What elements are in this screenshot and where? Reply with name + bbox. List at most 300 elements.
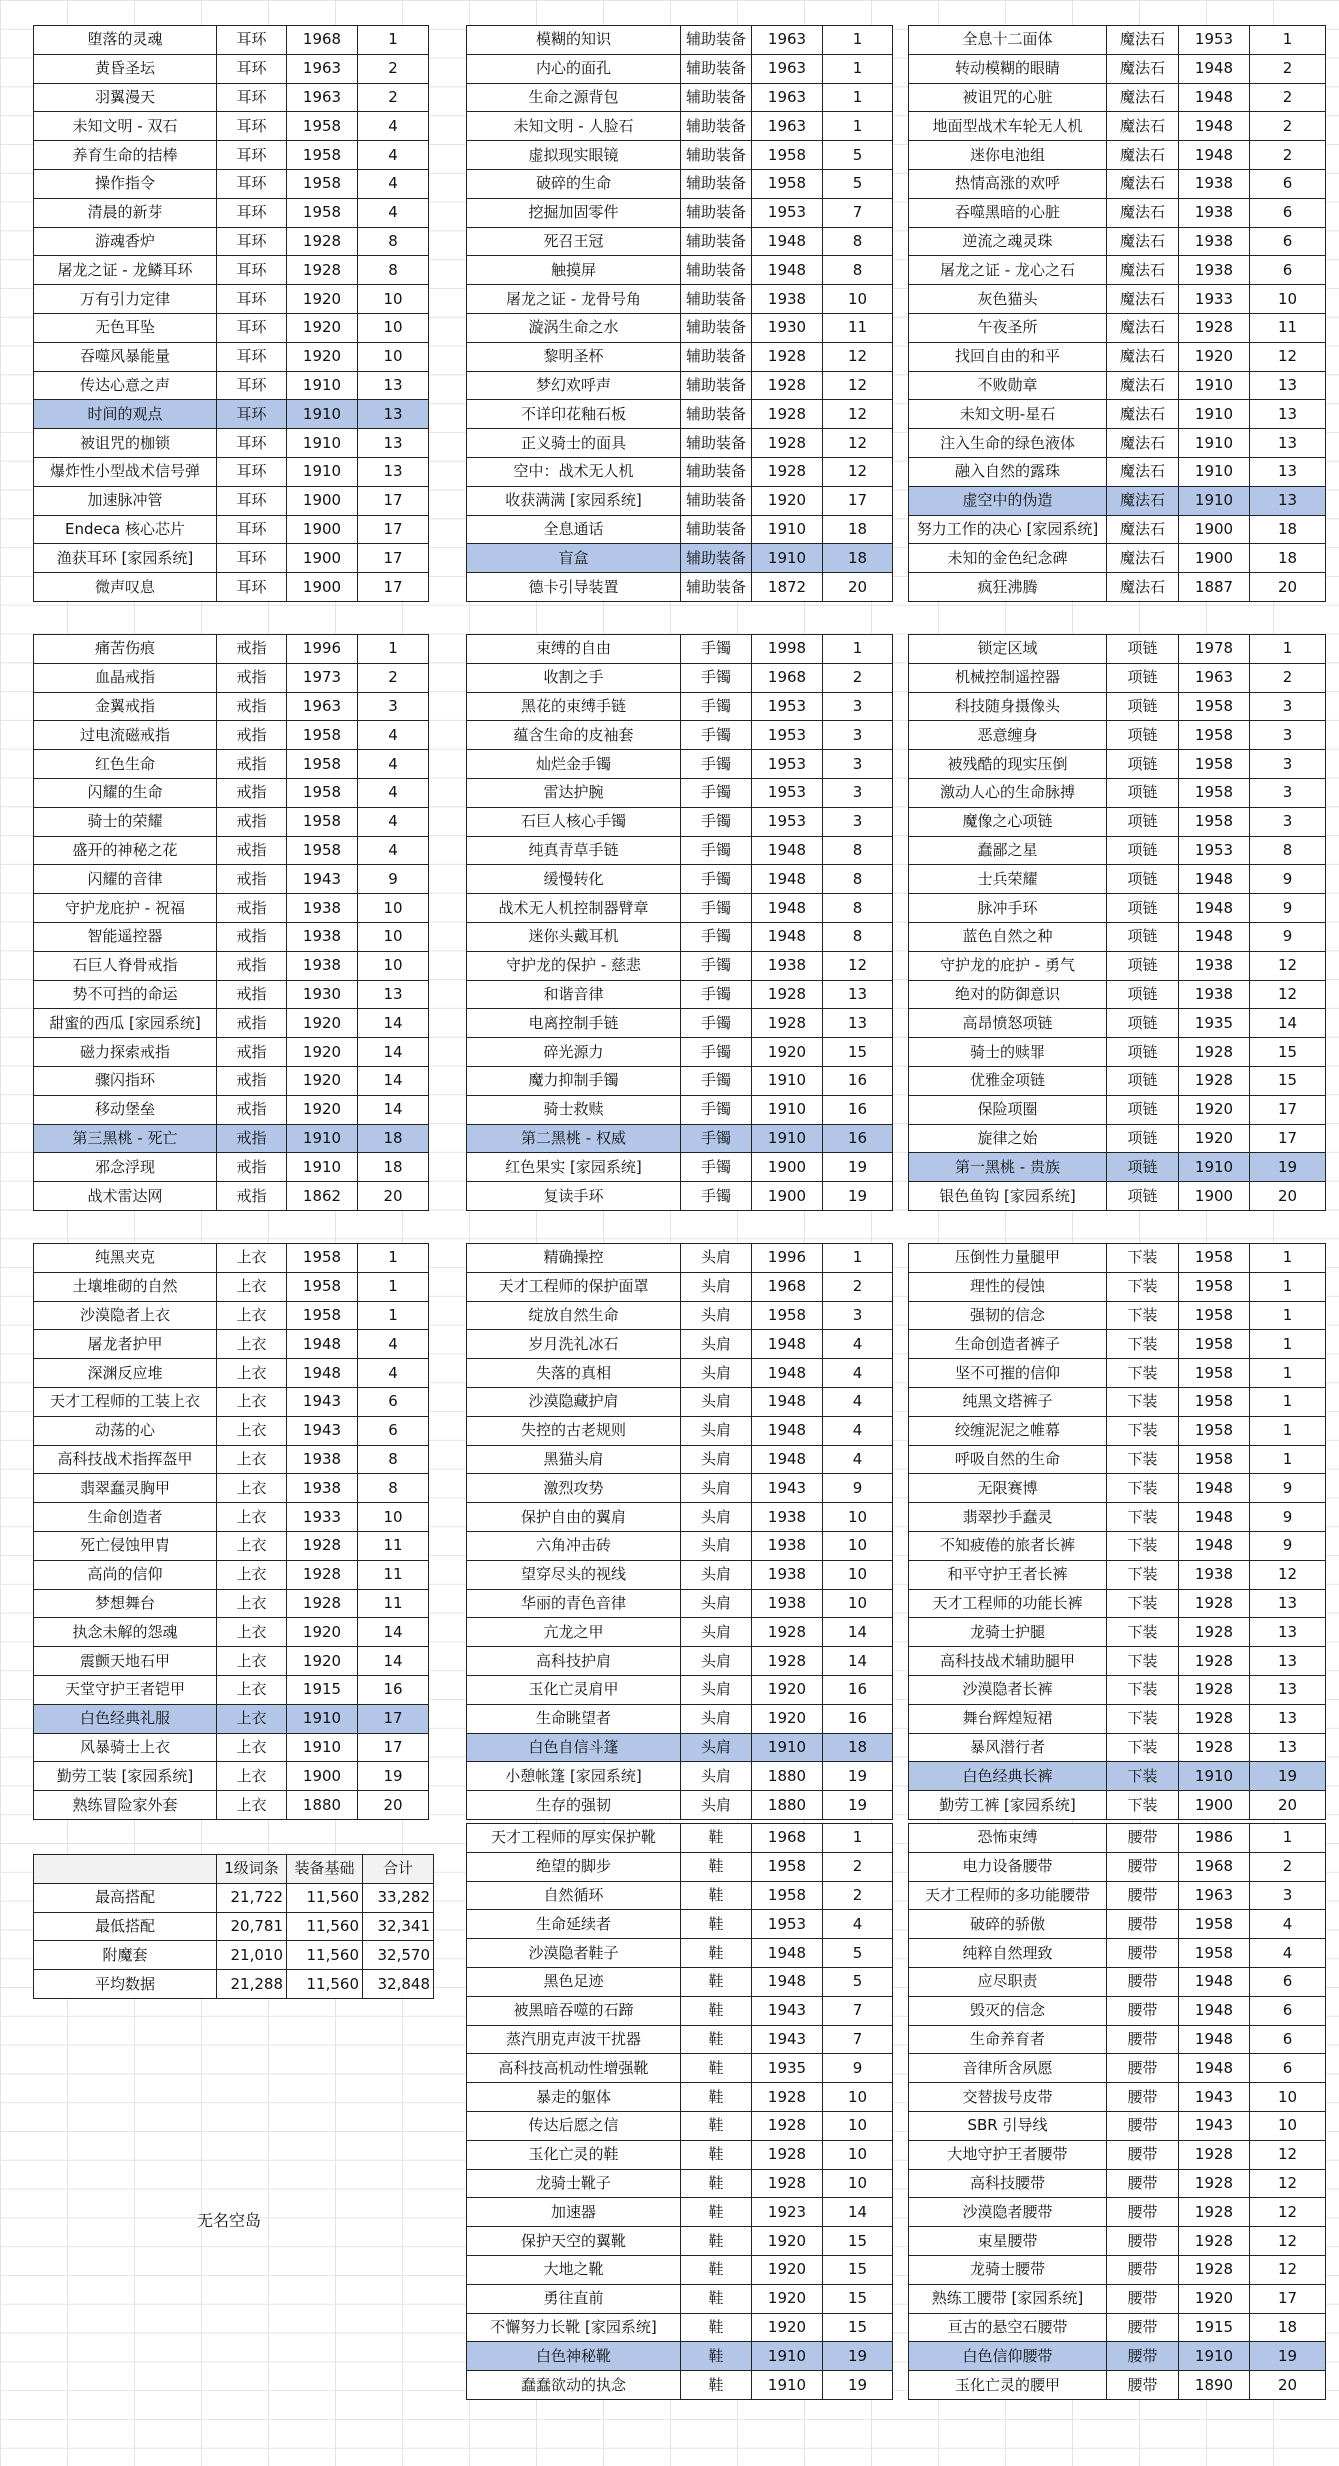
item-score-cell: 1948 — [1179, 865, 1250, 894]
item-rank-cell: 6 — [1250, 169, 1326, 198]
item-slot-cell: 下装 — [1107, 1791, 1179, 1820]
item-name-cell: 屠龙之证 - 龙鳞耳环 — [34, 256, 217, 285]
item-score-cell: 1938 — [287, 922, 358, 951]
item-score-cell: 1900 — [752, 1182, 823, 1211]
item-score-cell: 1948 — [752, 1330, 823, 1359]
table-row — [909, 1095, 1326, 1124]
item-score-cell: 1938 — [752, 1503, 823, 1532]
table-row — [34, 1589, 429, 1618]
item-slot-cell: 下装 — [1107, 1445, 1179, 1474]
item-rank-cell: 2 — [823, 1272, 893, 1301]
item-slot-cell: 鞋 — [681, 2227, 752, 2256]
item-slot-cell: 下装 — [1107, 1762, 1179, 1791]
item-score-cell: 1928 — [752, 429, 823, 458]
item-slot-cell: 辅助装备 — [681, 169, 752, 198]
table-row — [909, 1910, 1326, 1939]
item-slot-cell: 耳环 — [217, 112, 287, 141]
item-name-cell: 内心的面孔 — [467, 54, 681, 83]
item-score-cell: 1910 — [1179, 1762, 1250, 1791]
item-score-cell: 1948 — [1179, 1996, 1250, 2025]
item-score-cell: 1953 — [1179, 26, 1250, 55]
item-name-cell: 虚拟现实眼镜 — [467, 141, 681, 170]
item-name-cell: 电离控制手链 — [467, 1009, 681, 1038]
item-score-cell: 1928 — [752, 2111, 823, 2140]
item-slot-cell: 手镯 — [681, 635, 752, 664]
table-row — [34, 663, 429, 692]
item-rank-cell: 13 — [1250, 371, 1326, 400]
item-score-cell: 1958 — [287, 1244, 358, 1273]
table-row — [909, 371, 1326, 400]
item-slot-cell: 辅助装备 — [681, 256, 752, 285]
table-row — [909, 750, 1326, 779]
item-name-cell: 天才工程师的工装上衣 — [34, 1387, 217, 1416]
table-row — [34, 1153, 429, 1182]
item-score-cell: 1963 — [752, 83, 823, 112]
item-name-cell: 绝望的脚步 — [467, 1852, 681, 1881]
item-slot-cell: 戒指 — [217, 836, 287, 865]
item-score-cell: 1920 — [752, 2313, 823, 2342]
item-name-cell: 红色生命 — [34, 750, 217, 779]
item-name-cell: 小憩帐篷 [家园系统] — [467, 1762, 681, 1791]
item-score-cell: 1958 — [1179, 1939, 1250, 1968]
item-rank-cell: 8 — [823, 894, 893, 923]
table-row — [34, 54, 429, 83]
item-name-cell: 无色耳坠 — [34, 313, 217, 342]
item-slot-cell: 戒指 — [217, 1066, 287, 1095]
item-slot-cell: 腰带 — [1107, 2169, 1179, 2198]
item-score-cell: 1928 — [752, 2169, 823, 2198]
item-rank-cell: 18 — [1250, 544, 1326, 573]
item-rank-cell: 17 — [358, 544, 429, 573]
item-name-cell: 玉化亡灵的鞋 — [467, 2140, 681, 2169]
item-name-cell: 骑士的赎罪 — [909, 1038, 1107, 1067]
item-score-cell: 1920 — [1179, 1095, 1250, 1124]
item-slot-cell: 上衣 — [217, 1560, 287, 1589]
table-row — [909, 692, 1326, 721]
table-row — [467, 198, 893, 227]
item-rank-cell: 8 — [823, 865, 893, 894]
item-slot-cell: 耳环 — [217, 198, 287, 227]
item-name-cell: 熟练工腰带 [家园系统] — [909, 2284, 1107, 2313]
item-name-cell: 盛开的神秘之花 — [34, 836, 217, 865]
item-rank-cell: 18 — [823, 515, 893, 544]
item-slot-cell: 头肩 — [681, 1589, 752, 1618]
table-row — [34, 342, 429, 371]
item-score-cell: 1958 — [1179, 1330, 1250, 1359]
item-score-cell: 1958 — [287, 750, 358, 779]
item-score-cell: 1900 — [752, 1153, 823, 1182]
item-rank-cell: 10 — [823, 1503, 893, 1532]
item-score-cell: 1958 — [1179, 1359, 1250, 1388]
item-name-cell: 骑士救赎 — [467, 1095, 681, 1124]
item-name-cell: 强韧的信念 — [909, 1301, 1107, 1330]
table-row — [467, 342, 893, 371]
item-name-cell: 脉冲手环 — [909, 894, 1107, 923]
item-rank-cell: 7 — [823, 2025, 893, 2054]
item-slot-cell: 戒指 — [217, 1182, 287, 1211]
item-score-cell: 1948 — [287, 1359, 358, 1388]
item-score-cell: 1998 — [752, 635, 823, 664]
item-slot-cell: 魔法石 — [1107, 457, 1179, 486]
item-name-cell: 热情高涨的欢呼 — [909, 169, 1107, 198]
item-score-cell: 1948 — [1179, 1531, 1250, 1560]
item-slot-cell: 下装 — [1107, 1531, 1179, 1560]
item-slot-cell: 项链 — [1107, 807, 1179, 836]
item-name-cell: 被残酷的现实压倒 — [909, 750, 1107, 779]
item-slot-cell: 项链 — [1107, 1124, 1179, 1153]
table-row — [909, 663, 1326, 692]
table-row — [467, 1910, 893, 1939]
item-name-cell: 战术无人机控制器臂章 — [467, 894, 681, 923]
item-score-cell: 1900 — [1179, 515, 1250, 544]
item-rank-cell: 19 — [1250, 1762, 1326, 1791]
item-name-cell: 守护龙的保护 - 慈悲 — [467, 951, 681, 980]
item-rank-cell: 13 — [1250, 1675, 1326, 1704]
item-slot-cell: 头肩 — [681, 1474, 752, 1503]
item-rank-cell: 18 — [358, 1153, 429, 1182]
item-score-cell: 1880 — [287, 1791, 358, 1820]
item-score-cell: 1953 — [752, 807, 823, 836]
item-rank-cell: 9 — [1250, 1531, 1326, 1560]
item-score-cell: 1900 — [287, 1762, 358, 1791]
item-rank-cell: 10 — [823, 1560, 893, 1589]
item-name-cell: 破碎的骄傲 — [909, 1910, 1107, 1939]
item-name-cell: 生命之源背包 — [467, 83, 681, 112]
item-name-cell: 深渊反应堆 — [34, 1359, 217, 1388]
table-row — [909, 1244, 1326, 1273]
item-rank-cell: 4 — [358, 141, 429, 170]
item-score-cell: 1900 — [1179, 544, 1250, 573]
item-name-cell: 黑色足迹 — [467, 1967, 681, 1996]
item-name-cell: 雷达护腕 — [467, 778, 681, 807]
item-score-cell: 1948 — [1179, 1503, 1250, 1532]
table-row — [909, 1124, 1326, 1153]
item-name-cell: 死亡侵蚀甲胄 — [34, 1531, 217, 1560]
table-row — [467, 371, 893, 400]
item-name-cell: 天才工程师的保护面罩 — [467, 1272, 681, 1301]
item-slot-cell: 头肩 — [681, 1330, 752, 1359]
table-row — [909, 1272, 1326, 1301]
item-rank-cell: 3 — [823, 721, 893, 750]
item-slot-cell: 手镯 — [681, 750, 752, 779]
item-slot-cell: 腰带 — [1107, 2198, 1179, 2227]
item-name-cell: 沙漠隐藏护肩 — [467, 1387, 681, 1416]
table-row — [909, 778, 1326, 807]
item-score-cell: 1948 — [752, 1967, 823, 1996]
item-score-cell: 1910 — [1179, 371, 1250, 400]
item-slot-cell: 头肩 — [681, 1618, 752, 1647]
item-score-cell: 1920 — [287, 1618, 358, 1647]
item-score-cell: 1887 — [1179, 573, 1250, 602]
item-score-cell: 1920 — [287, 313, 358, 342]
item-name-cell: 迷你头戴耳机 — [467, 922, 681, 951]
item-rank-cell: 5 — [823, 1967, 893, 1996]
item-name-cell: 加速脉冲管 — [34, 486, 217, 515]
item-rank-cell: 2 — [1250, 663, 1326, 692]
item-name-cell: 正义骑士的面具 — [467, 429, 681, 458]
table-row — [909, 26, 1326, 55]
item-slot-cell: 魔法石 — [1107, 400, 1179, 429]
table-row — [909, 486, 1326, 515]
table-row — [467, 663, 893, 692]
table-row — [467, 112, 893, 141]
item-score-cell: 1958 — [752, 1301, 823, 1330]
item-rank-cell: 17 — [1250, 1124, 1326, 1153]
item-score-cell: 1958 — [287, 112, 358, 141]
item-rank-cell: 13 — [358, 980, 429, 1009]
item-name-cell: 黑花的束缚手链 — [467, 692, 681, 721]
item-name-cell: 熟练冒险家外套 — [34, 1791, 217, 1820]
item-name-cell: 纯黑文塔裤子 — [909, 1387, 1107, 1416]
table-row — [909, 1618, 1326, 1647]
table-row — [467, 2371, 893, 2400]
item-slot-cell: 辅助装备 — [681, 26, 752, 55]
item-name-cell: 黎明圣杯 — [467, 342, 681, 371]
item-slot-cell: 魔法石 — [1107, 141, 1179, 170]
item-score-cell: 1938 — [287, 951, 358, 980]
table-row — [467, 836, 893, 865]
table-row — [467, 721, 893, 750]
item-name-cell: 震颤天地石甲 — [34, 1647, 217, 1676]
table-row — [909, 2025, 1326, 2054]
item-name-cell: 死召王冠 — [467, 227, 681, 256]
item-score-cell: 1928 — [1179, 1589, 1250, 1618]
table-row — [467, 515, 893, 544]
item-rank-cell: 10 — [823, 2083, 893, 2112]
item-slot-cell: 鞋 — [681, 1967, 752, 1996]
item-score-cell: 1910 — [752, 1066, 823, 1095]
item-score-cell: 1930 — [752, 313, 823, 342]
item-slot-cell: 辅助装备 — [681, 83, 752, 112]
item-name-cell: 挖掘加固零件 — [467, 198, 681, 227]
item-slot-cell: 戒指 — [217, 980, 287, 1009]
item-rank-cell: 3 — [823, 807, 893, 836]
table-row — [34, 544, 429, 573]
item-rank-cell: 12 — [823, 457, 893, 486]
item-rank-cell: 1 — [358, 635, 429, 664]
item-slot-cell: 下装 — [1107, 1560, 1179, 1589]
item-slot-cell: 下装 — [1107, 1675, 1179, 1704]
item-name-cell: 理性的侵蚀 — [909, 1272, 1107, 1301]
table-row — [34, 1387, 429, 1416]
item-slot-cell: 耳环 — [217, 227, 287, 256]
item-rank-cell: 1 — [1250, 1244, 1326, 1273]
item-slot-cell: 项链 — [1107, 1182, 1179, 1211]
table-row — [909, 865, 1326, 894]
item-rank-cell: 10 — [358, 922, 429, 951]
item-name-cell: 操作指令 — [34, 169, 217, 198]
item-score-cell: 1910 — [287, 400, 358, 429]
item-slot-cell: 戒指 — [217, 951, 287, 980]
item-name-cell: 邪念浮现 — [34, 1153, 217, 1182]
table-row — [467, 1095, 893, 1124]
item-slot-cell: 上衣 — [217, 1359, 287, 1388]
item-rank-cell: 19 — [823, 1762, 893, 1791]
item-rank-cell: 2 — [1250, 1852, 1326, 1881]
table-row — [909, 54, 1326, 83]
item-rank-cell: 19 — [823, 2342, 893, 2371]
item-slot-cell: 耳环 — [217, 256, 287, 285]
item-slot-cell: 腰带 — [1107, 1881, 1179, 1910]
item-name-cell: 生命眺望者 — [467, 1704, 681, 1733]
item-score-cell: 1928 — [1179, 2227, 1250, 2256]
table-row — [467, 1474, 893, 1503]
item-score-cell: 1943 — [1179, 2083, 1250, 2112]
item-slot-cell: 戒指 — [217, 1095, 287, 1124]
table-row — [34, 83, 429, 112]
item-score-cell: 1948 — [1179, 894, 1250, 923]
item-score-cell: 1958 — [1179, 1910, 1250, 1939]
item-rank-cell: 12 — [1250, 342, 1326, 371]
item-score-cell: 1953 — [752, 1910, 823, 1939]
table-row — [909, 342, 1326, 371]
item-name-cell: 龙骑士靴子 — [467, 2169, 681, 2198]
item-rank-cell: 10 — [823, 285, 893, 314]
table-row — [467, 2342, 893, 2371]
item-name-cell: 旋律之始 — [909, 1124, 1107, 1153]
item-slot-cell: 项链 — [1107, 865, 1179, 894]
table-row — [34, 1095, 429, 1124]
table-row — [467, 1359, 893, 1388]
item-name-cell: 动荡的心 — [34, 1416, 217, 1445]
item-rank-cell: 10 — [358, 1503, 429, 1532]
table-row — [909, 457, 1326, 486]
item-name-cell: 坚不可摧的信仰 — [909, 1359, 1107, 1388]
item-slot-cell: 魔法石 — [1107, 112, 1179, 141]
item-score-cell: 1915 — [1179, 2313, 1250, 2342]
item-score-cell: 1910 — [752, 515, 823, 544]
item-rank-cell: 8 — [823, 256, 893, 285]
item-rank-cell: 13 — [823, 1009, 893, 1038]
item-rank-cell: 19 — [1250, 1153, 1326, 1182]
item-score-cell: 1910 — [752, 544, 823, 573]
item-rank-cell: 4 — [823, 1387, 893, 1416]
item-rank-cell: 12 — [823, 371, 893, 400]
item-slot-cell: 耳环 — [217, 26, 287, 55]
equipment-table — [33, 1243, 429, 1820]
item-slot-cell: 下装 — [1107, 1589, 1179, 1618]
table-row — [467, 544, 893, 573]
item-slot-cell: 下装 — [1107, 1503, 1179, 1532]
item-rank-cell: 1 — [1250, 1272, 1326, 1301]
item-rank-cell: 10 — [1250, 2083, 1326, 2112]
table-row — [467, 2284, 893, 2313]
item-slot-cell: 下装 — [1107, 1359, 1179, 1388]
item-rank-cell: 10 — [823, 2140, 893, 2169]
item-slot-cell: 鞋 — [681, 2371, 752, 2400]
table-row — [909, 1647, 1326, 1676]
item-rank-cell: 2 — [823, 1881, 893, 1910]
equipment-table — [466, 1823, 893, 2400]
table-row — [34, 980, 429, 1009]
item-name-cell: 恶意缠身 — [909, 721, 1107, 750]
item-name-cell: 缓慢转化 — [467, 865, 681, 894]
summary-row — [34, 1883, 434, 1912]
table-row — [34, 141, 429, 170]
item-score-cell: 1963 — [1179, 663, 1250, 692]
item-rank-cell: 4 — [823, 1359, 893, 1388]
item-slot-cell: 腰带 — [1107, 2371, 1179, 2400]
item-slot-cell: 鞋 — [681, 1910, 752, 1939]
table-row — [909, 573, 1326, 602]
item-name-cell: 虚空中的伪造 — [909, 486, 1107, 515]
summary-value: 20,781 — [217, 1912, 287, 1941]
item-rank-cell: 6 — [1250, 227, 1326, 256]
item-rank-cell: 10 — [823, 2169, 893, 2198]
table-row — [909, 980, 1326, 1009]
item-rank-cell: 11 — [1250, 313, 1326, 342]
item-score-cell: 1928 — [287, 1589, 358, 1618]
item-rank-cell: 14 — [823, 1647, 893, 1676]
item-name-cell: 蠢鄙之星 — [909, 836, 1107, 865]
item-name-cell: 渔获耳环 [家园系统] — [34, 544, 217, 573]
item-name-cell: 激烈攻势 — [467, 1474, 681, 1503]
item-name-cell: 蓝色自然之种 — [909, 922, 1107, 951]
item-name-cell: 银色鱼钩 [家园系统] — [909, 1182, 1107, 1211]
table-row — [909, 313, 1326, 342]
item-rank-cell: 18 — [823, 1733, 893, 1762]
summary-header-cell: 装备基础 — [287, 1855, 363, 1884]
table-row — [467, 2227, 893, 2256]
table-row — [467, 692, 893, 721]
table-row — [467, 1416, 893, 1445]
item-slot-cell: 辅助装备 — [681, 544, 752, 573]
item-rank-cell: 20 — [823, 573, 893, 602]
item-name-cell: 六角冲击砖 — [467, 1531, 681, 1560]
item-rank-cell: 15 — [823, 2313, 893, 2342]
item-score-cell: 1953 — [752, 692, 823, 721]
item-name-cell: 沙漠隐者上衣 — [34, 1301, 217, 1330]
item-name-cell: 风暴骑士上衣 — [34, 1733, 217, 1762]
item-slot-cell: 手镯 — [681, 721, 752, 750]
table-row — [467, 1852, 893, 1881]
table-row — [467, 635, 893, 664]
item-slot-cell: 鞋 — [681, 1996, 752, 2025]
summary-label: 平均数据 — [34, 1970, 217, 1999]
item-rank-cell: 12 — [823, 400, 893, 429]
item-slot-cell: 腰带 — [1107, 1824, 1179, 1853]
item-score-cell: 1928 — [287, 256, 358, 285]
item-score-cell: 1900 — [287, 515, 358, 544]
table-row — [909, 2169, 1326, 2198]
table-row — [467, 1301, 893, 1330]
item-rank-cell: 15 — [1250, 1038, 1326, 1067]
table-row — [34, 865, 429, 894]
item-rank-cell: 19 — [823, 1182, 893, 1211]
item-name-cell: 保险项圈 — [909, 1095, 1107, 1124]
item-rank-cell: 2 — [358, 663, 429, 692]
item-rank-cell: 8 — [1250, 836, 1326, 865]
table-row — [909, 635, 1326, 664]
item-name-cell: 养育生命的拮棒 — [34, 141, 217, 170]
item-score-cell: 1910 — [1179, 486, 1250, 515]
item-score-cell: 1910 — [1179, 1153, 1250, 1182]
item-slot-cell: 项链 — [1107, 980, 1179, 1009]
item-rank-cell: 20 — [1250, 1182, 1326, 1211]
item-score-cell: 1938 — [287, 894, 358, 923]
item-rank-cell: 12 — [1250, 2169, 1326, 2198]
item-name-cell: 不知疲倦的旅者长裤 — [909, 1531, 1107, 1560]
item-score-cell: 1968 — [752, 1824, 823, 1853]
item-slot-cell: 鞋 — [681, 2111, 752, 2140]
item-score-cell: 1910 — [752, 1095, 823, 1124]
item-name-cell: 沙漠隐者长裤 — [909, 1675, 1107, 1704]
item-name-cell: 不懈努力长靴 [家园系统] — [467, 2313, 681, 2342]
item-slot-cell: 腰带 — [1107, 2054, 1179, 2083]
item-name-cell: 蠢蠢欲动的执念 — [467, 2371, 681, 2400]
item-score-cell: 1948 — [752, 1359, 823, 1388]
item-name-cell: 交替拔号皮带 — [909, 2083, 1107, 2112]
